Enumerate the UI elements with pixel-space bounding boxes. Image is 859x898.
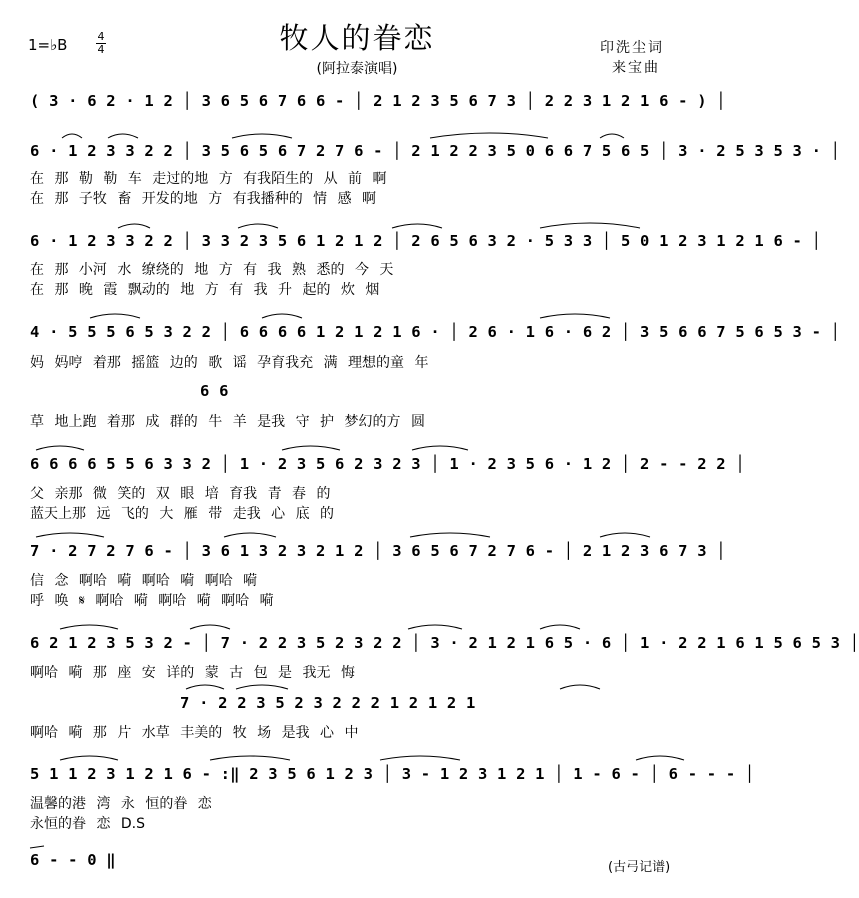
notation-row-intro: ( 3 · 6 2 · 1 2 │ 3 6 5 6 7 6 6 - │ 2 1 2 3 5 6 7 3 │ 2 2 3 1 2 1 6 - ) │ bbox=[30, 92, 726, 110]
slur-arc bbox=[540, 625, 580, 629]
lyric-line: 在 那 小河 水 缭绕的 地 方 有 我 熟 悉的 今 天 bbox=[30, 262, 394, 278]
slur-arc bbox=[210, 756, 290, 760]
lyric-line: 啊哈 嗬 那 座 安 详的 蒙 古 包 是 我无 悔 bbox=[30, 665, 355, 681]
slur-arc bbox=[60, 625, 118, 629]
slur-arc bbox=[410, 533, 490, 537]
slur-arc bbox=[236, 685, 288, 689]
slur-arc bbox=[186, 685, 224, 689]
song-title: 牧人的眷恋 bbox=[279, 21, 435, 55]
slur-arc bbox=[540, 314, 610, 318]
notation-row: 7 · 2 7 2 7 6 - │ 3 6 1 3 2 3 2 1 2 │ 3 6 5 6 7 2 7 6 - │ 2 1 2 3 6 7 3 │ bbox=[30, 542, 726, 560]
slur-arc bbox=[190, 625, 230, 629]
slur-arc bbox=[62, 134, 82, 138]
notation-row: 6 · 1 2 3 3 2 2 │ 3 5 6 5 6 7 2 7 6 - │ 2 1 2 2 3 5 0 6 6 7 5 6 5 │ 3 · 2 5 3 5 3 · │ bbox=[30, 142, 841, 160]
slur-arc bbox=[600, 134, 624, 138]
notation-alternate: 6 6 bbox=[200, 382, 229, 400]
lyric-line: 妈 妈哼 着那 摇篮 边的 歌 谣 孕育我充 满 理想的童 年 bbox=[30, 355, 429, 371]
coda-dash bbox=[30, 846, 44, 848]
notation-row: 5 1 1 2 3 1 2 1 6 - :‖ 2 3 5 6 1 2 3 │ 3 - 1 2 3 1 2 1 │ 1 - 6 - │ 6 - - - │ bbox=[30, 765, 755, 783]
lyric-line: 蓝天上那 远 飞的 大 雁 带 走我 心 底 的 bbox=[30, 506, 335, 522]
lyric-line: 在 那 子牧 畜 开发的地 方 有我播种的 情 感 啊 bbox=[30, 191, 377, 207]
notation-row: 6 · 1 2 3 3 2 2 │ 3 3 2 3 5 6 1 2 1 2 │ 2 6 5 6 3 2 · 5 3 3 │ 5 0 1 2 3 1 2 1 6 - │ bbox=[30, 232, 822, 250]
meter-top: 4 bbox=[97, 30, 105, 43]
transcriber-credit: (古弓记谱) bbox=[608, 860, 671, 875]
notation-row: 6 6 6 6 5 5 6 3 3 2 │ 1 · 2 3 5 6 2 3 2 3 │ 1 · 2 3 5 6 · 1 2 │ 2 - - 2 2 │ bbox=[30, 455, 745, 473]
slur-arc bbox=[282, 446, 340, 450]
lyric-line: 在 那 晚 霞 飘动的 地 方 有 我 升 起的 炊 烟 bbox=[30, 282, 380, 298]
lyric-line: 呼 唤 𝄋 啊哈 嗬 啊哈 嗬 啊哈 嗬 bbox=[30, 593, 274, 609]
slur-arc bbox=[60, 756, 118, 760]
slur-arc bbox=[232, 134, 292, 138]
lyricist-credit: 印洗尘词 bbox=[600, 40, 664, 56]
slur-arc bbox=[412, 446, 468, 450]
slur-arc bbox=[600, 533, 650, 537]
lyric-line: 信 念 啊哈 嗬 啊哈 嗬 啊哈 嗬 bbox=[30, 573, 258, 589]
time-signature bbox=[96, 31, 106, 55]
slur-arc bbox=[262, 314, 302, 318]
notation-row-coda: 6 - - 0 ‖ bbox=[30, 851, 116, 869]
performer-subtitle: (阿拉泰演唱) bbox=[316, 61, 398, 77]
slur-arc bbox=[540, 223, 640, 228]
slur-arc bbox=[90, 314, 140, 318]
notation-row: 6 2 1 2 3 5 3 2 - │ 7 · 2 2 3 5 2 3 2 2 │ 3 · 2 1 2 1 6 5 · 6 │ 1 · 2 2 1 6 1 5 6 5 3 │ bbox=[30, 634, 859, 652]
meter-bottom: 4 bbox=[97, 43, 105, 56]
notation-row: 4 · 5 5 5 6 5 3 2 2 │ 6 6 6 6 1 2 1 2 1 6 · │ 2 6 · 1 6 · 6 2 │ 3 5 6 6 7 5 6 5 3 - │ bbox=[30, 323, 841, 341]
slur-arc bbox=[108, 134, 138, 138]
slur-arc bbox=[430, 133, 548, 138]
slur-arc bbox=[36, 446, 84, 450]
slur-arc bbox=[238, 224, 278, 228]
slur-arc bbox=[408, 625, 462, 629]
slur-arc bbox=[118, 224, 150, 228]
slur-arc bbox=[380, 756, 460, 760]
lyric-line: 父 亲那 微 笑的 双 眼 培 育我 青 春 的 bbox=[30, 486, 331, 502]
lyric-line: 草 地上跑 着那 成 群的 牛 羊 是我 守 护 梦幻的方 圆 bbox=[30, 414, 425, 430]
key-signature: 1=♭B bbox=[28, 36, 68, 54]
slur-arc bbox=[560, 685, 600, 689]
notation-alternate: 7 · 2 2 3 5 2 3 2 2 2 1 2 1 2 1 bbox=[180, 694, 476, 712]
slur-arc bbox=[636, 756, 684, 760]
lyric-line: 温馨的港 湾 永 恒的眷 恋 bbox=[30, 796, 212, 812]
slur-arc bbox=[36, 533, 104, 537]
slur-arc bbox=[224, 533, 276, 537]
lyric-line: 在 那 勒 勒 车 走过的地 方 有我陌生的 从 前 啊 bbox=[30, 171, 387, 187]
lyric-line: 永恒的眷 恋 D.S bbox=[30, 816, 146, 832]
lyric-line: 啊哈 嗬 那 片 水草 丰美的 牧 场 是我 心 中 bbox=[30, 725, 359, 741]
slur-arc bbox=[392, 224, 442, 228]
composer-credit: 来宝曲 bbox=[612, 60, 660, 76]
